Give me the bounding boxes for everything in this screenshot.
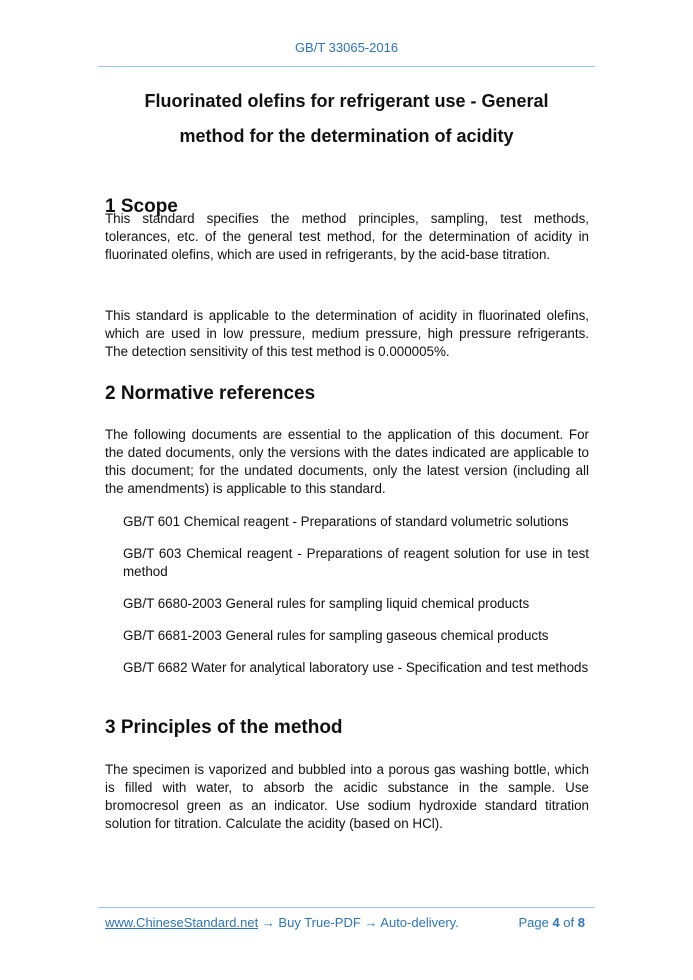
paragraph: The specimen is vaporized and bubbled into a porous gas washing bottle, which is filled with water, to absorb the acidic substance in the sample. Use bromocresol green as an indicator. Use sodium hydroxide standard titration solution for titration. Calculate the acidity (based on HCl). — [105, 762, 589, 831]
title-line-1: Fluorinated olefins for refrigerant use - General — [144, 91, 549, 111]
page-of: of — [563, 915, 575, 930]
footer-divider — [98, 907, 595, 908]
reference-item: GB/T 6681-2003 General rules for sampling gaseous chemical products — [123, 628, 549, 643]
header-divider — [98, 66, 595, 67]
paragraph: The following documents are essential to the application of this document. For the dated documents, only the versions with the dates indicated are applicable to this document; for the undated documents, only the latest version (including all the amendments) is applicable to this standard. — [105, 427, 589, 496]
reference-item: GB/T 603 Chemical reagent - Preparations of reagent solution for use in test method — [123, 546, 589, 579]
paragraph: This standard is applicable to the determination of acidity in fluorinated olefins, which are used in low pressure, medium pressure, high pressure refrigerants. The detection sensitivity of this test method is 0.000005%. — [105, 308, 589, 359]
title-line-2: method for the determination of acidity — [179, 126, 514, 146]
website-link[interactable]: www.ChineseStandard.net — [105, 915, 259, 930]
page-label: Page — [518, 915, 549, 930]
section-heading-normative-references: 2 Normative references — [105, 383, 316, 404]
footer — [105, 915, 585, 930]
page-current: 4 — [552, 915, 560, 930]
page-total: 8 — [577, 915, 585, 930]
reference-item: GB/T 6682 Water for analytical laboratory use - Specification and test methods — [123, 660, 589, 675]
reference-item: GB/T 601 Chemical reagent - Preparations of standard volumetric solutions — [123, 514, 569, 529]
section-heading-scope: 1 Scope — [105, 196, 178, 217]
footer-promo — [105, 915, 459, 930]
footer-tagline: → Buy True-PDF → Auto-delivery. — [258, 915, 459, 930]
reference-item: GB/T 6680-2003 General rules for sampling liquid chemical products — [123, 596, 530, 611]
section-heading-principles: 3 Principles of the method — [105, 717, 343, 738]
paragraph: This standard specifies the method principles, sampling, test methods, tolerances, etc. of the general test method, for the determination of acidity in fluorinated olefins, which are used in refrigerants, by the acid-base titration. — [105, 211, 589, 262]
document-title — [98, 84, 595, 154]
header-doc-id: GB/T 33065-2016 — [294, 40, 399, 55]
page-indicator — [518, 915, 585, 930]
